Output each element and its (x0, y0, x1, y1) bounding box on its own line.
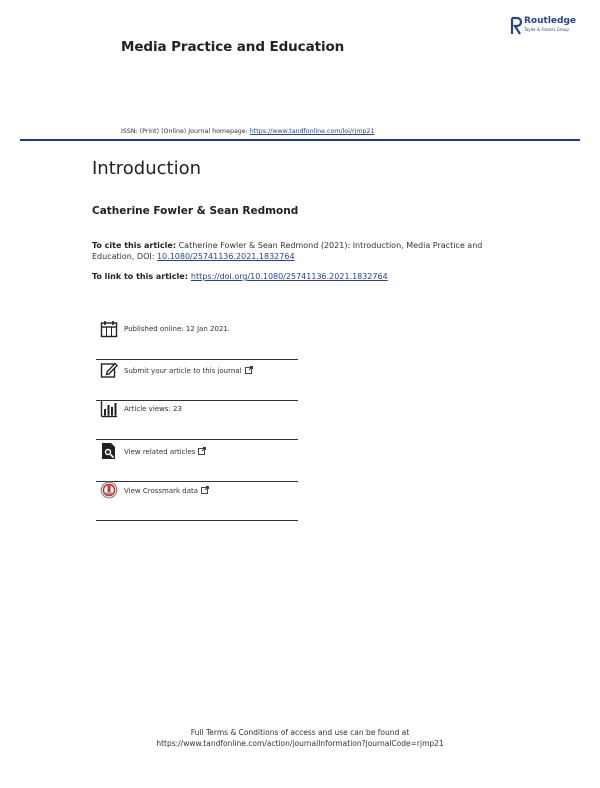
submit-article-row[interactable] (96, 361, 298, 401)
journal-title: Media Practice and Education (121, 39, 345, 55)
article-views: Article views: 23 (124, 405, 182, 413)
crossmark-link[interactable] (124, 486, 209, 495)
header-divider (20, 139, 580, 141)
cite-label: To cite this article: (92, 241, 177, 250)
article-views-row (96, 400, 298, 440)
related-articles-label: View related articles (124, 448, 196, 456)
external-link-icon (198, 447, 206, 455)
bar-chart-icon (100, 400, 118, 418)
row-divider (96, 359, 298, 361)
citation-block (92, 241, 512, 262)
terms-footer (0, 727, 600, 749)
terms-line: Full Terms & Conditions of access and use can be found at (190, 728, 410, 737)
publisher-subtitle: Taylor & Francis Group (524, 27, 569, 32)
issn-line (121, 128, 375, 135)
crossmark-icon (100, 481, 118, 499)
published-row (96, 320, 298, 360)
link-label: To link to this article: (92, 272, 188, 281)
publisher-name: Routledge (524, 16, 577, 26)
submit-article-link[interactable] (124, 366, 253, 375)
terms-url[interactable]: https://www.tandfonline.com/action/journalInformation?journalCode=rjmp21 (156, 739, 444, 748)
crossmark-label: View Crossmark data (124, 487, 199, 495)
article-title: Introduction (92, 158, 202, 179)
row-divider (96, 439, 298, 441)
publisher-logo[interactable] (510, 16, 576, 36)
article-link[interactable]: https://doi.org/10.1080/25741136.2021.1832764 (190, 272, 388, 281)
article-link-block (92, 272, 388, 281)
doi-link[interactable]: 10.1080/25741136.2021.1832764 (156, 251, 295, 261)
journal-homepage-link[interactable]: https://www.tandfonline.com/loi/rjmp21 (249, 128, 375, 135)
external-link-icon (245, 366, 253, 374)
submit-article-label: Submit your article to this journal (124, 367, 242, 375)
issn-label: ISSN: (Print) (Online) Journal homepage: (121, 128, 250, 135)
row-divider (96, 520, 298, 522)
search-document-icon (100, 442, 118, 460)
calendar-icon (100, 320, 118, 338)
article-authors: Catherine Fowler & Sean Redmond (92, 205, 299, 217)
routledge-logo-icon (510, 16, 522, 36)
related-articles-link[interactable] (124, 447, 206, 456)
edit-icon (100, 361, 118, 379)
cite-text: Catherine Fowler & Sean Redmond (2021): Introduction, Media Practice and Education, DOI: (92, 241, 483, 261)
related-articles-row[interactable] (96, 442, 298, 482)
published-date: Published online: 12 Jan 2021. (124, 325, 231, 333)
external-link-icon (201, 486, 209, 494)
crossmark-row[interactable] (96, 481, 298, 521)
